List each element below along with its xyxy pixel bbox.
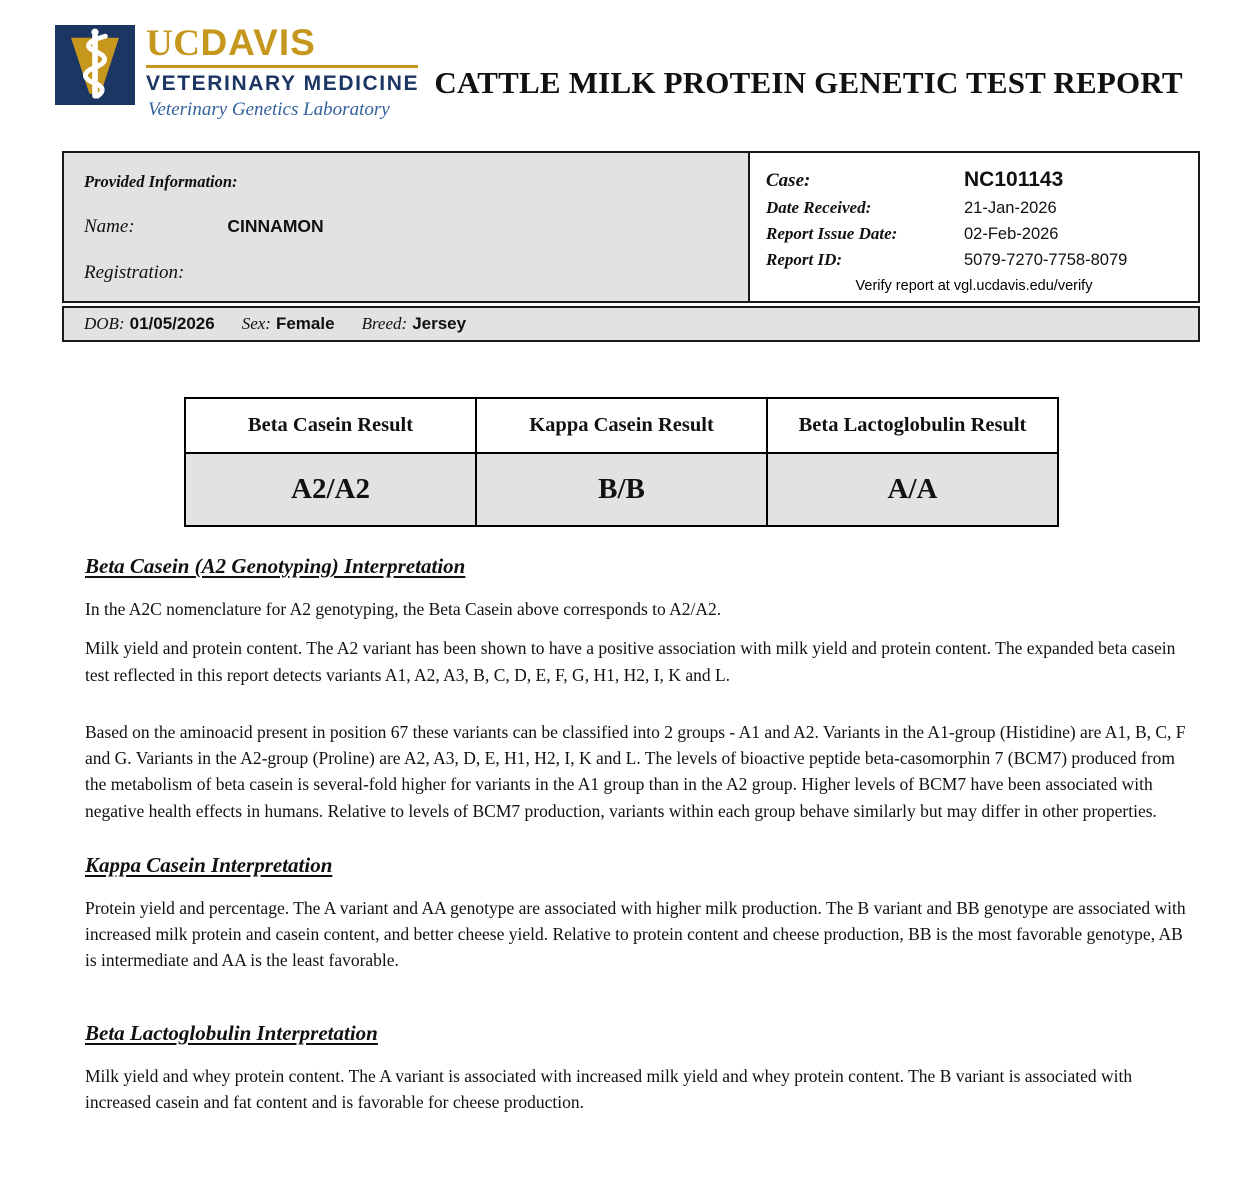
name-label: Name: <box>84 216 135 237</box>
verify-note: Verify report at vgl.ucdavis.edu/verify <box>855 278 1093 294</box>
beta-casein-result: A2/A2 <box>185 453 476 526</box>
beta-casein-paragraph: Based on the aminoacid present in position 67 these variants can be classified into 2 groups - A1 and A2. Variants in the A1-group (Histidine) are A1, B, C, F and G. Variants in the A2-group (Proline) are A2, A3, D, E, H1, H2, I, K and L. The levels of bioactive peptide beta-casomorphin 7 (BCM7) produced from the metabolism of beta casein is several-fold higher for variants in the A1 group than in the A2 group. Higher levels of BCM7 have been associated with negative health effects in humans. Relative to levels of BCM7 production, variants within each group behave similarly but may differ in other properties. <box>85 721 1186 821</box>
results-table <box>184 397 1059 527</box>
logo-lab-name: Veterinary Genetics Laboratory <box>148 99 390 120</box>
name-value: CINNAMON <box>227 216 324 236</box>
beta-lactoglobulin-result: A/A <box>767 453 1058 526</box>
logo-text <box>146 22 420 121</box>
provided-info-box <box>64 153 750 301</box>
dob-pair <box>84 314 215 334</box>
report-id-value: 5079-7270-7758-8079 <box>964 251 1128 269</box>
report-issue-date-value: 02-Feb-2026 <box>964 225 1059 243</box>
case-label: Case: <box>766 170 811 191</box>
case-value: NC101143 <box>964 168 1064 191</box>
dob-sex-breed-strip <box>62 306 1200 342</box>
interpretation-body <box>85 554 1187 1115</box>
info-section <box>62 151 1200 342</box>
report-header <box>0 0 1243 121</box>
kappa-casein-paragraph: Protein yield and percentage. The A variant and AA genotype are associated with higher milk production. The B variant and BB genotype are associated with increased milk protein and casein content, and better cheese yield. Relative to protein content and cheese production, BB is the most favorable genotype, AB is intermediate and AA is the least favorable. <box>85 897 1186 971</box>
dob-value: 01/05/2026 <box>129 314 215 333</box>
breed-pair <box>362 314 467 334</box>
beta-casein-paragraph: Milk yield and protein content. The A2 variant has been shown to have a positive association with milk yield and protein content. The expanded beta casein test reflected in this report detects variants A1, A2, A3, B, C, D, E, F, G, H1, H2, I, K and L. <box>85 638 1176 685</box>
logo-uc: UC <box>146 23 201 64</box>
report-issue-date-label: Report Issue Date: <box>766 224 898 243</box>
section-kappa-casein <box>85 853 1187 974</box>
logo-gold-rule <box>146 65 418 68</box>
dob-label: DOB: <box>84 314 125 333</box>
name-row <box>84 216 748 238</box>
results-header-row <box>185 398 1058 453</box>
ucdavis-logo <box>55 22 420 121</box>
date-received-value: 21-Jan-2026 <box>964 199 1057 217</box>
registration-row <box>84 262 748 284</box>
provided-info-heading: Provided Information: <box>84 172 238 191</box>
case-info-grid <box>766 166 1180 272</box>
kappa-casein-result: B/B <box>476 453 767 526</box>
logo-vet-med: VETERINARY MEDICINE <box>146 72 420 95</box>
breed-label: Breed: <box>361 314 408 333</box>
registration-label: Registration: <box>84 262 185 283</box>
sex-value: Female <box>275 314 335 333</box>
beta-casein-paragraph: In the A2C nomenclature for A2 genotyping, the Beta Casein above corresponds to A2/A2. <box>85 599 722 619</box>
beta-lactoglobulin-header: Beta Lactoglobulin Result <box>767 398 1058 453</box>
results-value-row <box>185 453 1058 526</box>
report-title: CATTLE MILK PROTEIN GENETIC TEST REPORT <box>434 65 1183 100</box>
date-received-label: Date Received: <box>766 198 872 217</box>
sex-label: Sex: <box>241 314 271 333</box>
beta-casein-header: Beta Casein Result <box>185 398 476 453</box>
kappa-casein-heading: Kappa Casein Interpretation <box>85 852 333 877</box>
beta-lactoglobulin-paragraph: Milk yield and whey protein content. The A variant is associated with increased milk yield and whey protein content. The B variant is associated with increased casein and fat content and is favorable for cheese production. <box>85 1065 1133 1112</box>
beta-casein-heading: Beta Casein (A2 Genotyping) Interpretation <box>85 554 466 578</box>
beta-lactoglobulin-heading: Beta Lactoglobulin Interpretation <box>85 1020 378 1045</box>
kappa-casein-header: Kappa Casein Result <box>476 398 767 453</box>
logo-davis: DAVIS <box>200 22 316 63</box>
section-beta-casein <box>85 554 1187 824</box>
logo-wordmark <box>146 22 419 64</box>
case-info-box <box>750 153 1198 301</box>
sex-pair <box>242 314 335 334</box>
section-beta-lactoglobulin <box>85 1021 1187 1116</box>
report-id-label: Report ID: <box>766 250 843 269</box>
info-top-row <box>62 151 1200 303</box>
vet-caduceus-icon <box>55 25 135 105</box>
breed-value: Jersey <box>412 314 467 333</box>
